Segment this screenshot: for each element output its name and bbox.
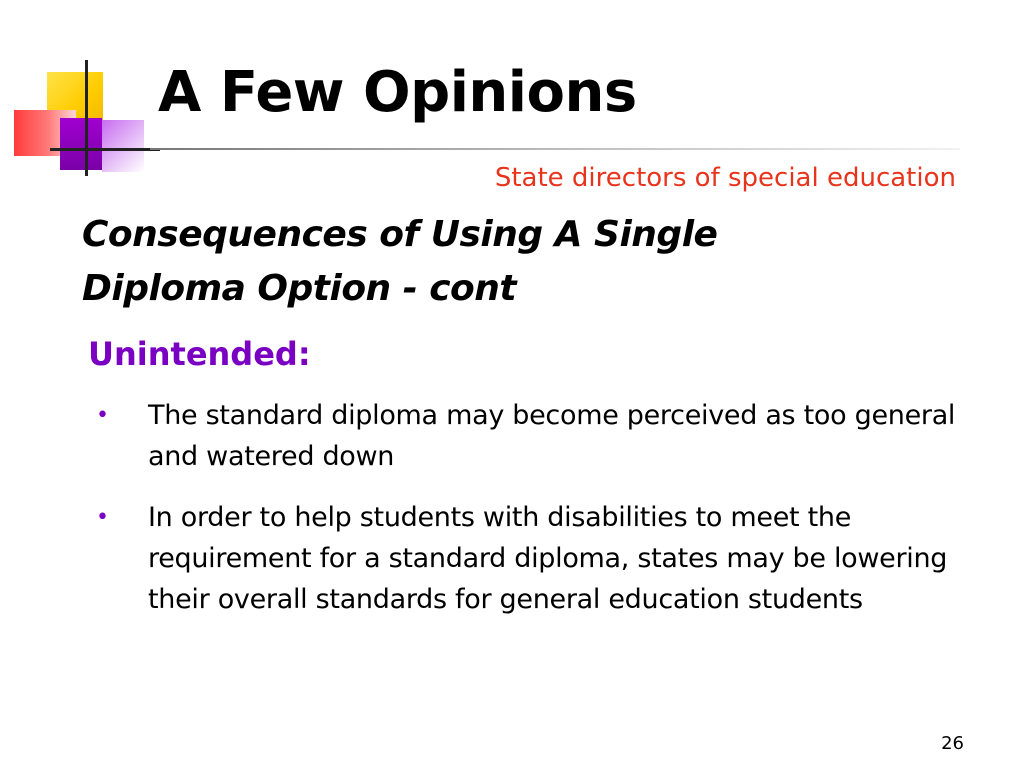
title-underline-rule bbox=[150, 148, 960, 150]
bullet-item bbox=[96, 497, 966, 620]
bullet-icon: • bbox=[96, 403, 109, 428]
bullet-item bbox=[96, 395, 966, 477]
section-label: Unintended: bbox=[88, 335, 311, 373]
decorative-squares-logo bbox=[0, 0, 160, 190]
slide-heading: Consequences of Using A Single Diploma Option - cont bbox=[82, 214, 718, 309]
lilac-square bbox=[102, 120, 144, 172]
slide-title: A Few Opinions bbox=[158, 60, 637, 125]
purple-square bbox=[60, 118, 102, 170]
slide-subtitle: State directors of special education bbox=[494, 163, 956, 193]
bullet-text: The standard diploma may become perceived as too general and watered down bbox=[148, 400, 956, 472]
bullet-text: In order to help students with disabilities to meet the requirement for a standard diploma, states may be lowering their overall standards for general education students bbox=[148, 502, 948, 615]
logo-vertical-line bbox=[85, 60, 88, 176]
bullet-icon: • bbox=[96, 505, 109, 530]
page-number: 26 bbox=[941, 733, 964, 754]
bullet-list bbox=[96, 395, 966, 640]
logo-horizontal-line bbox=[50, 148, 160, 151]
